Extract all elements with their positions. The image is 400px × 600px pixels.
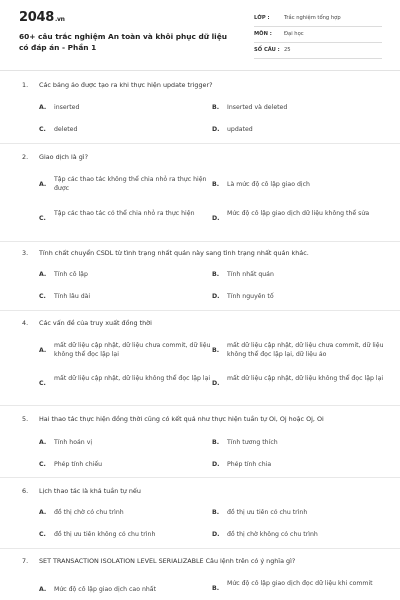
option-letter: C.: [39, 215, 46, 222]
question-stem: Tính chất chuyển CSDL từ tình trạng nhất quán này sang tình trạng nhất quán khác.: [39, 249, 309, 257]
question-stem: Giao dịch là gì?: [39, 153, 88, 161]
option-text: Phép tính chiếu: [54, 461, 103, 468]
question-stem: Lịch thao tác là khả tuần tự nếu: [39, 487, 141, 495]
meta-class: [254, 11, 382, 27]
question-stem: SET TRANSACTION ISOLATION LEVEL SERIALIZABLE Câu lệnh trên có ý nghĩa gì?: [39, 557, 296, 565]
option-text: Mức độ cô lập giao dịch đọc dữ liệu khi commit: [227, 580, 373, 587]
meta-label: MÔN :: [254, 31, 272, 37]
question-divider: [0, 143, 400, 144]
option-letter: A.: [39, 439, 47, 446]
option-letter: D.: [212, 293, 220, 300]
question-text: [22, 319, 382, 328]
option-text: Tính nguyên tố: [227, 293, 274, 300]
option-text: inserted: [54, 104, 80, 111]
question-number: 2.: [22, 153, 29, 161]
option-letter: B.: [212, 347, 220, 354]
option-letter: D.: [212, 215, 220, 222]
option-letter: B.: [212, 104, 220, 111]
question-number: 4.: [22, 319, 29, 327]
question-stem: Hai thao tác thực hiện đồng thời cũng có kết quả như thực hiện tuần tự Oi, Oj hoặc Oj, Oi: [39, 415, 324, 423]
option-text: Tính nhất quán: [227, 271, 274, 278]
meta-value: Trắc nghiệm tổng hợp: [284, 15, 341, 21]
option-letter: D.: [212, 531, 220, 538]
meta-count: [254, 43, 382, 59]
question-divider: [0, 310, 400, 311]
option-letter: A.: [39, 181, 47, 188]
option-text: Tính lâu dài: [54, 293, 91, 300]
document-title: 60+ câu trắc nghiệm An toàn và khôi phục dữ liệu có đáp án - Phần 1: [19, 32, 227, 52]
option-text: Tập các thao tác không thể chia nhỏ ra thực hiện được: [54, 176, 207, 192]
option-letter: C.: [39, 126, 46, 133]
option-letter: D.: [212, 380, 220, 387]
option-letter: C.: [39, 380, 46, 387]
option-letter: D.: [212, 126, 220, 133]
option-text: Inserted và deleted: [227, 104, 288, 111]
option-text: đồ thị ưu tiên có chu trình: [227, 509, 308, 516]
question-divider: [0, 477, 400, 478]
option-text: đồ thị chờ không có chu trình: [227, 531, 318, 538]
option-letter: D.: [212, 461, 220, 468]
question-number: 7.: [22, 557, 29, 565]
meta-subject: [254, 27, 382, 43]
option-text: Tập các thao tác có thể chia nhỏ ra thực hiện: [54, 210, 195, 217]
option-text: mất dữ liệu cập nhật, dữ liệu chưa commit, dữ liệu không thể đọc lặp lại, dữ liệu ảo: [227, 342, 384, 358]
meta-label: LỚP :: [254, 15, 270, 21]
option-text: Tính cô lập: [54, 271, 88, 278]
question-text: [22, 81, 382, 90]
option-text: Mức độ cô lập giao dịch dữ liệu không thể sửa: [227, 210, 370, 217]
option-text: Tính hoán vị: [54, 439, 93, 446]
option-text: Là mức độ cô lập giao dịch: [227, 181, 310, 188]
question-text: [22, 415, 382, 424]
option-text: Mức độ cô lập giao dịch cao nhất: [54, 586, 157, 593]
question-stem: Các vấn đề của truy xuất đồng thời: [39, 319, 152, 327]
header-divider: [0, 70, 400, 71]
logo-text: 2048: [19, 10, 54, 25]
option-letter: C.: [39, 531, 46, 538]
question-text: [22, 153, 382, 162]
question-text: [22, 249, 382, 258]
question-text: [22, 557, 382, 566]
document-header: [0, 0, 400, 66]
option-letter: B.: [212, 271, 220, 278]
meta-value: 25: [284, 47, 291, 53]
option-letter: B.: [212, 509, 220, 516]
option-letter: A.: [39, 104, 47, 111]
question-divider: [0, 241, 400, 242]
option-letter: B.: [212, 585, 220, 592]
question-stem: Các bảng ảo được tạo ra khi thực hiện update trigger?: [39, 81, 213, 89]
option-letter: C.: [39, 293, 46, 300]
option-text: đồ thị chờ có chu trình: [54, 509, 124, 516]
question-number: 6.: [22, 487, 29, 495]
question-number: 1.: [22, 81, 29, 89]
option-text: mất dữ liệu cập nhật, dữ liệu không thể đọc lặp lại: [227, 375, 384, 382]
option-text: Tính tương thích: [227, 439, 278, 446]
meta-value: Đại học: [284, 31, 304, 37]
question-number: 3.: [22, 249, 29, 257]
option-text: mất dữ liệu cập nhật, dữ liệu không thể đọc lặp lại: [54, 375, 211, 382]
logo-domain: .vn: [54, 16, 65, 23]
option-text: deleted: [54, 126, 78, 133]
question-number: 5.: [22, 415, 29, 423]
question-divider: [0, 548, 400, 549]
document-meta: [254, 11, 382, 59]
meta-label: SỐ CÂU :: [254, 47, 280, 53]
question-divider: [0, 405, 400, 406]
question-text: [22, 487, 382, 496]
option-text: updated: [227, 126, 253, 133]
option-letter: A.: [39, 586, 47, 593]
option-letter: C.: [39, 461, 46, 468]
option-text: mất dữ liệu cập nhật, dữ liệu chưa commit, dữ liệu không thể đọc lặp lại: [54, 342, 211, 358]
option-letter: A.: [39, 271, 47, 278]
option-letter: A.: [39, 509, 47, 516]
option-text: Phép tính chia: [227, 461, 272, 468]
option-letter: B.: [212, 439, 220, 446]
site-logo[interactable]: [19, 10, 65, 25]
option-text: đồ thị ưu tiên không có chu trình: [54, 531, 156, 538]
option-letter: A.: [39, 347, 47, 354]
option-letter: B.: [212, 181, 220, 188]
